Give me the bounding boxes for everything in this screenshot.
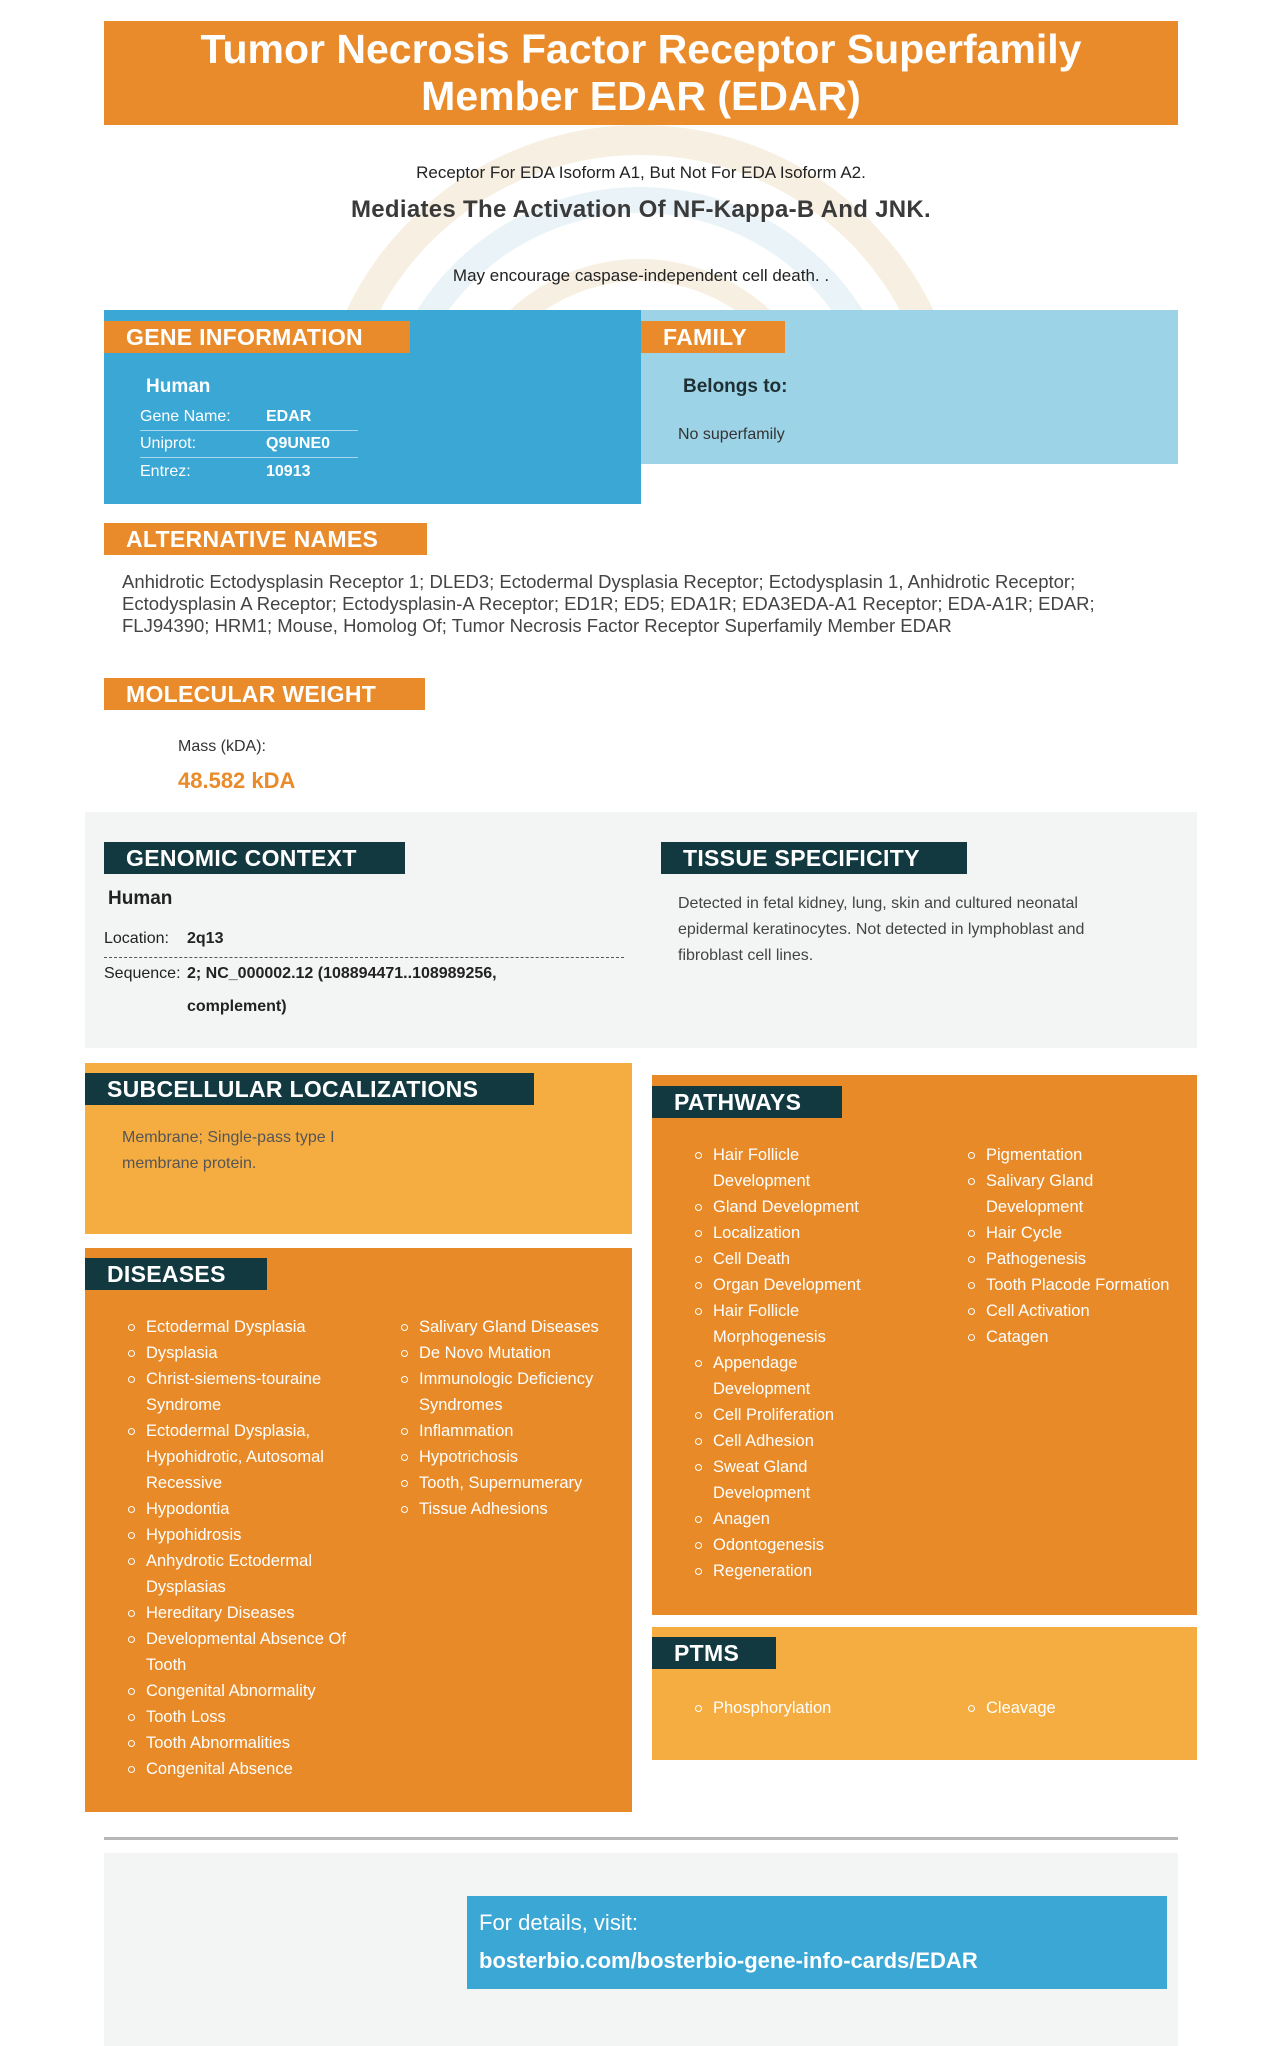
- genomic-species: Human: [108, 888, 173, 909]
- disease-item: Congenital Abnormality: [126, 1678, 356, 1704]
- tissue-specificity-header: TISSUE SPECIFICITY: [661, 842, 967, 874]
- disease-item: Congenital Absence: [126, 1756, 356, 1782]
- pathway-item: Salivary Gland Development: [966, 1168, 1191, 1220]
- disease-item: Immunologic Deficiency Syndromes: [399, 1366, 629, 1418]
- pathway-item: Gland Development: [693, 1194, 893, 1220]
- pathway-item: Hair Cycle: [966, 1220, 1191, 1246]
- location-value: 2q13: [187, 930, 224, 947]
- ptms-header: PTMS: [652, 1637, 776, 1669]
- gene-row-value: Q9UNE0: [266, 435, 331, 452]
- pathway-item: Sweat Gland Development: [693, 1454, 893, 1506]
- location-label: Location:: [104, 930, 169, 947]
- title-banner: [104, 21, 1178, 125]
- gene-information-header: GENE INFORMATION: [104, 321, 410, 353]
- disease-item: De Novo Mutation: [399, 1340, 629, 1366]
- gene-info-table: [140, 404, 358, 485]
- disease-item: Salivary Gland Diseases: [399, 1314, 629, 1340]
- disease-item: Developmental Absence Of Tooth: [126, 1626, 356, 1678]
- sequence-value: 2; NC_000002.12 (108894471..108989256, complement): [187, 965, 497, 1015]
- pathway-item: Pathogenesis: [966, 1246, 1191, 1272]
- alternative-names-text: Anhidrotic Ectodysplasin Receptor 1; DLED3; Ectodermal Dysplasia Receptor; Ectodysplasin 1, Anhidrotic Receptor; Ectodysplasin A Receptor; Ectodysplasin-A Receptor; ED1R; ED5; EDA1R; EDA3EDA-A1 Receptor; EDA-A1R; EDAR; FLJ94390; HRM1; Mouse, Homolog Of; Tumor Necrosis Factor Receptor Superfamily Member EDAR: [122, 571, 1095, 636]
- molecular-weight-header: MOLECULAR WEIGHT: [104, 678, 425, 710]
- disease-item: Christ-siemens-touraine Syndrome: [126, 1366, 356, 1418]
- ptms-list-col1: [693, 1695, 913, 1721]
- pathways-list-col2: [966, 1142, 1191, 1350]
- disease-item: Tooth, Supernumerary: [399, 1470, 629, 1496]
- disease-item: Inflammation: [399, 1418, 629, 1444]
- family-header: FAMILY: [641, 321, 785, 353]
- pathways-header: PATHWAYS: [652, 1086, 842, 1118]
- disease-item: Hypodontia: [126, 1496, 356, 1522]
- ptm-item: Cleavage: [966, 1695, 1186, 1721]
- subcellular-header: SUBCELLULAR LOCALIZATIONS: [85, 1073, 534, 1105]
- pathway-item: Appendage Development: [693, 1350, 893, 1402]
- disease-item: Ectodermal Dysplasia: [126, 1314, 356, 1340]
- pathway-item: Catagen: [966, 1324, 1191, 1350]
- pathway-item: Cell Proliferation: [693, 1402, 893, 1428]
- pathway-item: Regeneration: [693, 1558, 893, 1584]
- disease-item: Hypohidrosis: [126, 1522, 356, 1548]
- pathway-item: Hair Follicle Development: [693, 1142, 893, 1194]
- gene-row-name: [140, 404, 358, 431]
- disease-item: Hypotrichosis: [399, 1444, 629, 1470]
- footer-visit-label: For details, visit:: [479, 1910, 638, 1935]
- diseases-list-col1: [126, 1314, 356, 1782]
- gene-row-entrez: [140, 458, 358, 485]
- gene-row-uniprot: [140, 431, 358, 458]
- mass-value: 48.582 kDA: [178, 768, 296, 793]
- alternative-names-header: ALTERNATIVE NAMES: [104, 523, 427, 555]
- mass-label: Mass (kDA):: [178, 738, 266, 755]
- disease-item: Anhydrotic Ectodermal Dysplasias: [126, 1548, 356, 1600]
- ptms-list-col2: [966, 1695, 1186, 1721]
- footer-divider: [104, 1837, 1178, 1840]
- pathway-item: Tooth Placode Formation: [966, 1272, 1191, 1298]
- pathway-item: Odontogenesis: [693, 1532, 893, 1558]
- intro-line-3: May encourage caspase-independent cell death. .: [452, 266, 830, 285]
- footer-link-box[interactable]: [467, 1896, 1167, 1989]
- pathways-list-col1: [693, 1142, 893, 1584]
- gene-row-label: Gene Name:: [140, 408, 231, 425]
- disease-item: Dysplasia: [126, 1340, 356, 1366]
- pathway-item: Pigmentation: [966, 1142, 1191, 1168]
- pathway-item: Organ Development: [693, 1272, 893, 1298]
- gene-row-label: Uniprot:: [140, 435, 197, 452]
- disease-item: Tooth Loss: [126, 1704, 356, 1730]
- subcellular-text: Membrane; Single-pass type I membrane protein.: [122, 1129, 335, 1172]
- gene-row-value: 10913: [266, 462, 311, 480]
- footer-link[interactable]: bosterbio.com/bosterbio-gene-info-cards/EDAR: [479, 1948, 978, 1973]
- intro-line-1: Receptor For EDA Isoform A1, But Not For EDA Isoform A2.: [416, 163, 866, 182]
- disease-item: Tooth Abnormalities: [126, 1730, 356, 1756]
- pathway-item: Anagen: [693, 1506, 893, 1532]
- sequence-label: Sequence:: [104, 965, 181, 982]
- genomic-context-header: GENOMIC CONTEXT: [104, 842, 405, 874]
- ptm-item: Phosphorylation: [693, 1695, 913, 1721]
- intro-line-2: Mediates The Activation Of NF-Kappa-B And JNK.: [350, 196, 932, 223]
- disease-item: Tissue Adhesions: [399, 1496, 629, 1522]
- pathway-item: Cell Activation: [966, 1298, 1191, 1324]
- diseases-list-col2: [399, 1314, 629, 1522]
- disease-item: Ectodermal Dysplasia, Hypohidrotic, Autosomal Recessive: [126, 1418, 356, 1496]
- tissue-specificity-text: Detected in fetal kidney, lung, skin and cultured neonatal epidermal keratinocytes. Not detected in lymphoblast and fibroblast cell lines.: [678, 895, 1085, 964]
- pathway-item: Hair Follicle Morphogenesis: [693, 1298, 893, 1350]
- pathway-item: Cell Adhesion: [693, 1428, 893, 1454]
- diseases-header: DISEASES: [85, 1258, 267, 1290]
- page-title: Tumor Necrosis Factor Receptor Superfamily Member EDAR (EDAR): [200, 26, 1082, 119]
- pathway-item: Cell Death: [693, 1246, 893, 1272]
- family-value: No superfamily: [678, 426, 785, 443]
- disease-item: Hereditary Diseases: [126, 1600, 356, 1626]
- pathway-item: Localization: [693, 1220, 893, 1246]
- gene-species: Human: [146, 376, 211, 397]
- family-belongs-label: Belongs to:: [683, 376, 788, 397]
- gene-row-label: Entrez:: [140, 462, 191, 480]
- gene-row-value: EDAR: [266, 408, 312, 425]
